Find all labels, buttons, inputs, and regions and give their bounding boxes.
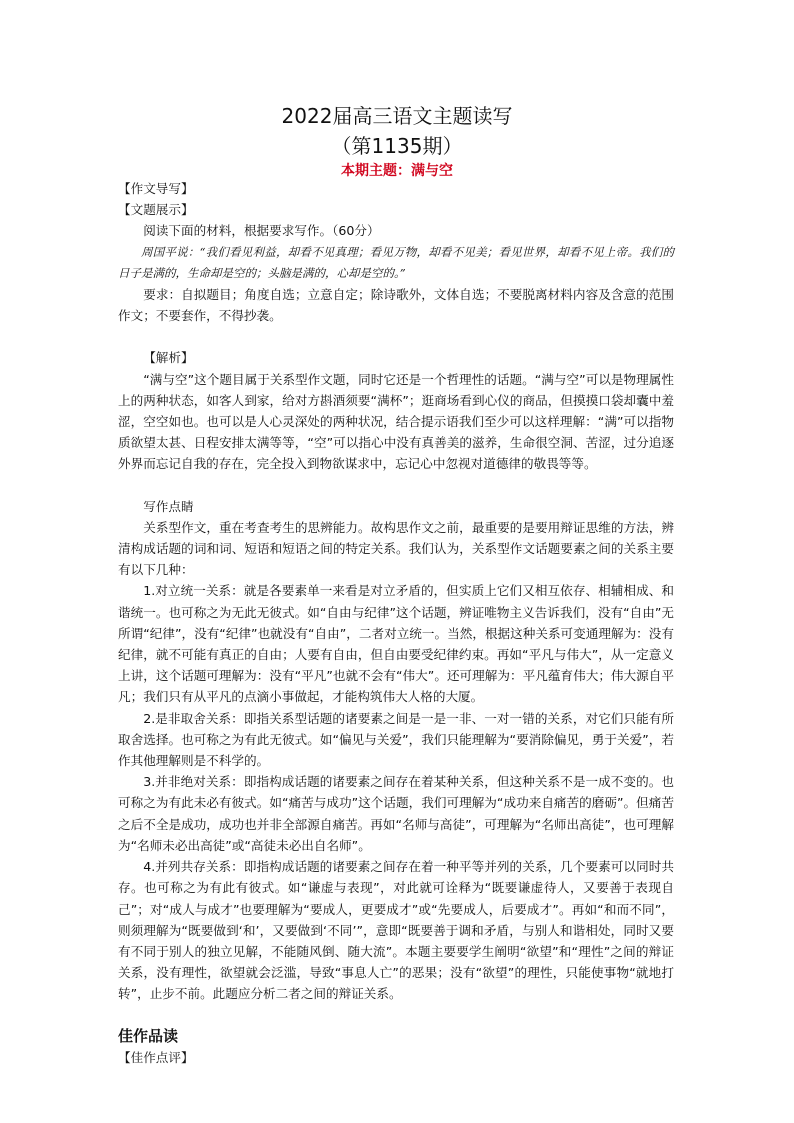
spacer xyxy=(118,1005,674,1026)
document-body xyxy=(118,178,674,1068)
section-heading-tips: 写作点睛 xyxy=(143,498,194,514)
issue-number: （第1135期） xyxy=(331,134,463,158)
relation-point-1: 1.对立统一关系：就是各要素单一来看是对立矛盾的，但实质上它们又相互依存、相辅相成、和谐统一。也可称之为无此无彼式。如“自由与纪律”这个话题，辨证唯物主义告诉我们，没有“自由”无所谓“纪律”，没有“纪律”也就没有“自由”，二者对立统一。当然，根据这种关系可变通理解为：没有纪律，就不可能有真正的自由；人要有自由，但自由要受纪律约束。再如“平凡与伟大”，从一定意义上讲，这个话题可理解为：没有“平凡”也就不会有“伟大”。还可理解为：平凡蕴育伟大；伟大源自平凡；我们只有从平凡的点滴小事做起，才能构筑伟大人格的大厦。 xyxy=(118,583,674,705)
spacer xyxy=(118,326,674,347)
section-heading-analysis: 【解析】 xyxy=(143,350,194,366)
material-quote: 周国平说：“我们看见利益，却看不见真理；看见万物，却看不见美；看见世界，却看不见上帝。我们的日子是满的，生命却是空的；头脑是满的，心却是空的。” xyxy=(118,244,674,280)
section-heading-reading: 佳作品读 xyxy=(118,1026,179,1045)
writing-requirement: 要求：自拟题目；角度自选；立意自定；除诗歌外，文体自选；不要脱离材料内容及含意的范围作文；不要套作，不得抄袭。 xyxy=(118,287,674,324)
document-title: 2022届高三语文主题读写 xyxy=(281,104,513,128)
relation-point-4: 4.并列共存关系：即指构成话题的诸要素之间存在着一种平等并列的关系，几个要素可以同时共存。也可称之为有此有彼式。如“谦虚与表现”，对此就可诠释为“既要谦虚待人，又要善于表现自己”；对“成人与成才”也要理解为“要成人，更要成才”或“先要成人，后要成才”。再如“和而不同”，则须理解为“既要做到‘和’，又要做到‘不同’”，意即“既要善于调和矛盾，与别人和谐相处，同时又要有不同于别人的独立见解，不能随风倒、随大流”。本题主要要学生阐明“欲望”和“理性”之间的辩证关系，没有理性，欲望就会泛滥，导致“事息人亡”的恶果；没有“欲望”的理性，只能使事物“就地打转”，止步不前。此题应分析二者之间的辩证关系。 xyxy=(118,859,674,1002)
writing-prompt: 阅读下面的材料，根据要求写作。（60分） xyxy=(143,223,380,239)
spacer xyxy=(118,475,674,496)
analysis-paragraph: “满与空”这个题目属于关系型作文题，同时它还是一个哲理性的话题。“满与空”可以是物理属性上的两种状态，如客人到家，给对方斟酒须要“满杯”；逛商场看到心仪的商品，但摸摸口袋却囊中羞涩，空空如也。也可以是人心灵深处的两种状况，结合提示语我们至少可以这样理解：“满”可以指物质欲望太甚、日程安排太满等等，“空”可以指心中没有真善美的滋养，生命很空洞、苦涩，过分追逐外界而忘记自我的存在，完全投入到物欲谋求中，忘记心中忽视对道德律的敬畏等等。 xyxy=(118,371,674,472)
section-heading-display: 【文题展示】 xyxy=(118,202,194,218)
relation-point-2: 2.是非取舍关系：即指关系型话题的诸要素之间是一是一非、一对一错的关系，对它们只能有所取舍选择。也可称之为有此无彼式。如“偏见与关爱”，我们只能理解为“要消除偏见，勇于关爱”，若作其他理解则是不科学的。 xyxy=(118,710,674,769)
section-heading-comment: 【佳作点评】 xyxy=(118,1049,194,1065)
issue-theme: 本期主题：满与空 xyxy=(341,163,453,179)
section-heading-guide: 【作文导写】 xyxy=(118,181,194,196)
tips-intro-paragraph: 关系型作文，重在考查考生的思辨能力。故构思作文之前，最重要的是要用辩证思维的方法，辨清构成话题的词和词、短语和短语之间的特定关系。我们认为，关系型作文话题要素之间的关系主要有以下几种： xyxy=(118,519,674,578)
relation-point-3: 3.并非绝对关系：即指构成话题的诸要素之间存在着某种关系，但这种关系不是一成不变的。也可称之为有此未必有彼式。如“痛苦与成功”这个话题，我们可理解为“成功来自痛苦的磨砺”。但痛苦之后不全是成功，成功也并非全部源自痛苦。再如“名师与高徒”，可理解为“名师出高徒”，也可理解为“名师未必出高徒”或“高徒未必出自名师”。 xyxy=(118,774,674,853)
